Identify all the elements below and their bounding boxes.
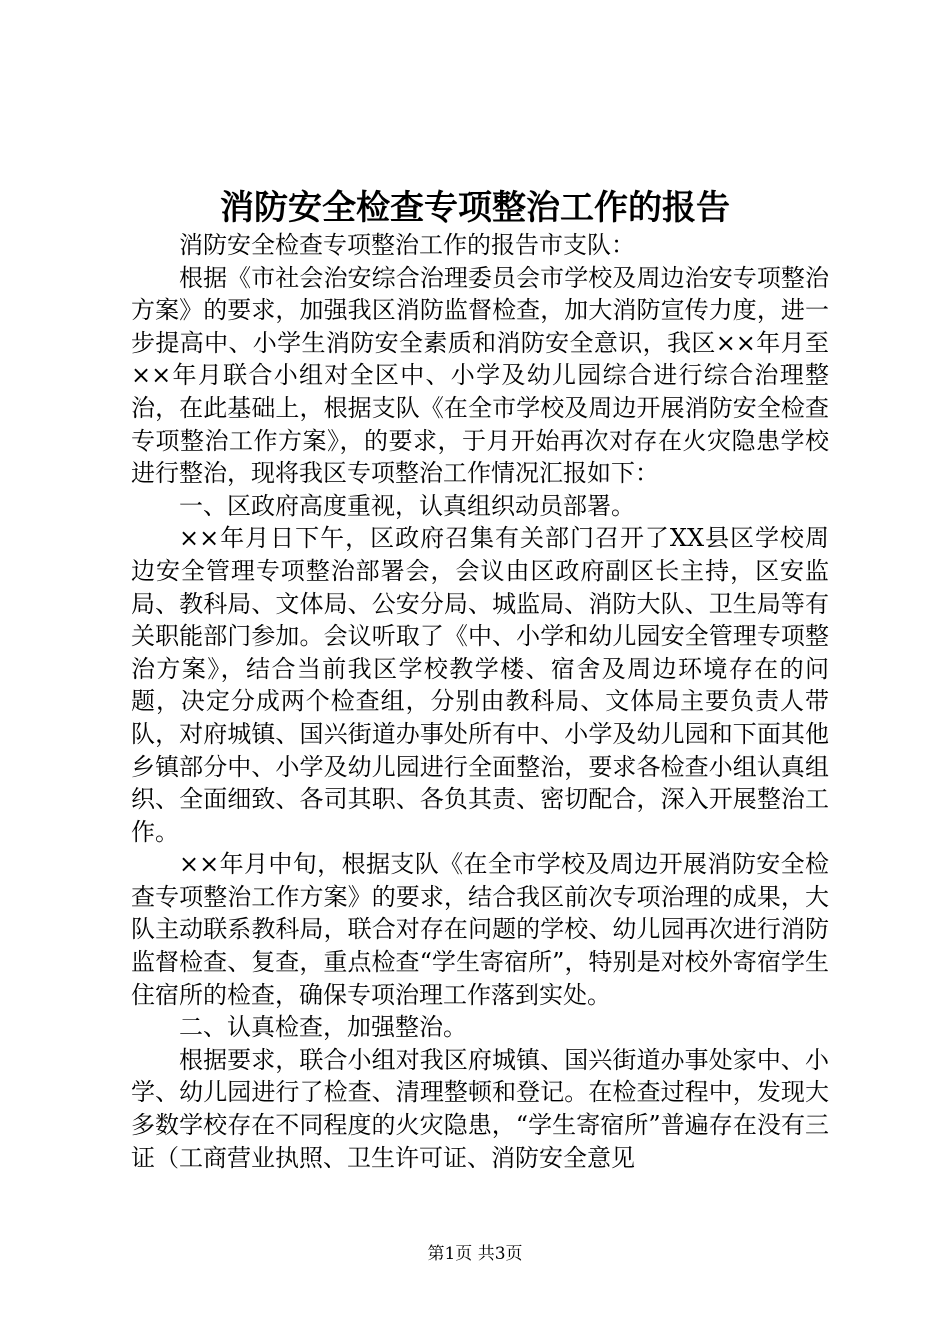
document-body (131, 229, 829, 1174)
paragraph-recheck: ××年月中旬，根据支队《在全市学校及周边开展消防安全检查专项整治工作方案》的要求，结合我区前次专项治理的成果，大队主动联系教科局，联合对存在问题的学校、幼儿园再次进行消防监督检查、复查，重点检查“学生寄宿所”，特别是对校外寄宿学生住宿所的检查，确保专项治理工作落到实处。 (131, 850, 829, 1009)
paragraph-intro: 根据《市社会治安综合治理委员会市学校及周边治安专项整治方案》的要求，加强我区消防监督检查，加大消防宣传力度，进一步提高中、小学生消防安全素质和消防安全意识，我区××年月至××年月联合小组对全区中、小学及幼儿园综合进行综合治理整治，在此基础上，根据支队《在全市学校及周边开展消防安全检查专项整治工作方案》，的要求，于月开始再次对存在火灾隐患学校进行整治，现将我区专项整治工作情况汇报如下： (131, 263, 829, 488)
paragraph-inspection: 根据要求，联合小组对我区府城镇、国兴街道办事处家中、小学、幼儿园进行了检查、清理整顿和登记。在检查过程中，发现大多数学校存在不同程度的火灾隐患，“学生寄宿所”普遍存在没有三证（工商营业执照、卫生许可证、消防安全意见 (131, 1045, 829, 1172)
paragraph-salutation: 消防安全检查专项整治工作的报告市支队： (179, 231, 635, 259)
section-heading-1: 一、区政府高度重视，认真组织动员部署。 (179, 491, 635, 520)
section-heading-2: 二、认真检查，加强整治。 (179, 1013, 467, 1042)
document-title: 消防安全检查专项整治工作的报告 (220, 188, 730, 228)
page-footer: 第1页 共3页 (427, 1244, 523, 1264)
paragraph-meeting: ××年月日下午，区政府召集有关部门召开了XX县区学校周边安全管理专项整治部署会，会议由区政府副区长主持，区安监局、教科局、文体局、公安分局、城监局、消防大队、卫生局等有关职能部门参加。会议听取了《中、小学和幼儿园安全管理专项整治方案》，结合当前我区学校教学楼、宿舍及周边环境存在的问题，决定分成两个检查组，分别由教科局、文体局主要负责人带队，对府城镇、国兴街道办事处所有中、小学及幼儿园和下面其他乡镇部分中、小学及幼儿园进行全面整治，要求各检查小组认真组织、全面细致、各司其职、各负其责、密切配合，深入开展整治工作。 (131, 524, 829, 846)
